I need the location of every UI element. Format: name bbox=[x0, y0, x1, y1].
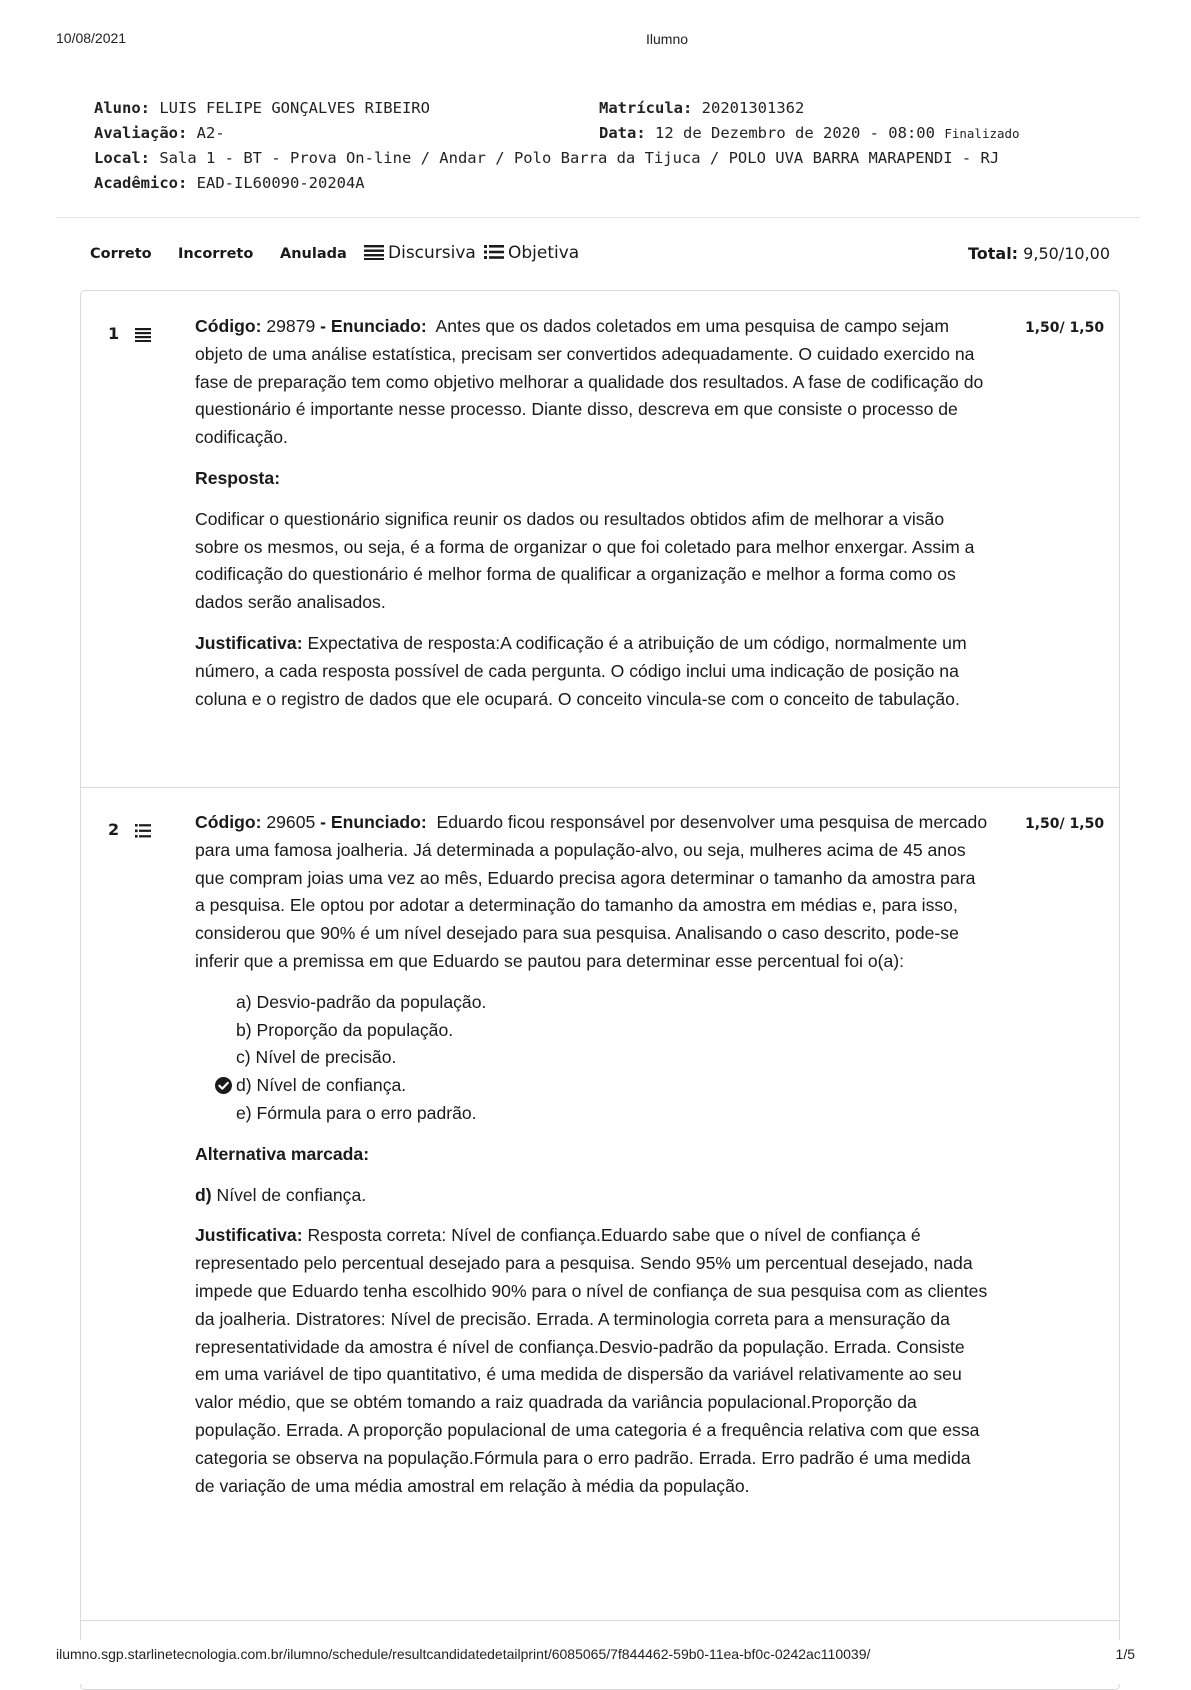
academico-value: EAD-IL60090-20204A bbox=[196, 174, 365, 192]
question-score: 1,50/ 1,50 bbox=[1025, 320, 1105, 336]
discursiva-icon bbox=[364, 244, 384, 264]
question-number: 2 bbox=[108, 820, 120, 839]
codigo-value: 29605 bbox=[266, 812, 316, 832]
aluno-value: LUIS FELIPE GONÇALVES RIBEIRO bbox=[159, 99, 430, 117]
option-d-text: d) Nível de confiança. bbox=[236, 1075, 407, 1096]
total-score bbox=[968, 244, 1110, 263]
justificativa-label: Justificativa: bbox=[195, 632, 303, 653]
resposta-label: Resposta: bbox=[195, 467, 281, 488]
total-label: Total: bbox=[967, 244, 1019, 263]
marcada-text: Nível de confiança. bbox=[211, 1184, 367, 1205]
enunciado bbox=[195, 809, 990, 976]
enunciado-text: Antes que os dados coletados em uma pesquisa de campo sejam objeto de uma análise estatística, precisam ser convertidos adequadamente. O cuidado exercido na fase de preparação tem como objetivo melhorar a qualidade dos resultados. A fase de codificação do questionário é importante nesse processo. Diante disso, descreva em que consiste o processo de codificação. bbox=[195, 316, 984, 448]
legend-anulada: Anulada bbox=[280, 246, 347, 262]
codigo-label: Código: bbox=[195, 316, 262, 336]
data-value: 12 de Dezembro de 2020 - 08:00 bbox=[655, 124, 935, 142]
option-e: e) Fórmula para o erro padrão. bbox=[236, 1102, 477, 1123]
status-badge: Finalizado bbox=[944, 126, 1020, 141]
local-label: Local: bbox=[94, 149, 150, 167]
academico-label: Acadêmico: bbox=[94, 174, 188, 192]
print-date: 10/08/2021 bbox=[56, 30, 127, 46]
footer-url: ilumno.sgp.starlinetecnologia.com.br/ilumno/schedule/resultcandidatedetailprint/6085065/7f844462-59b0-11ea-bf0c-0242ac110039/ bbox=[56, 1646, 871, 1662]
question-divider bbox=[81, 787, 1119, 788]
enunciado-text: Eduardo ficou responsável por desenvolver uma pesquisa de mercado para uma famosa joalheria. Já determinada a população-alvo, ou seja, mulheres acima de 45 anos que compram joias uma vez ao mês, Eduardo precisa agora determinar o tamanho da amostra para a pesquisa. Ele optou por adotar a determinação do tamanho da amostra em médias e, para isso, considerou que 90% é um nível desejado para sua pesquisa. Analisando o caso descrito, pode-se inferir que a premissa em que Eduardo se pautou para determinar esse percentual foi o(a): bbox=[195, 812, 988, 971]
option-d bbox=[195, 1072, 990, 1100]
codigo-label: Código: bbox=[195, 812, 262, 832]
data-label: Data: bbox=[599, 124, 646, 142]
justificativa-text: Resposta correta: Nível de confiança.Eduardo sabe que o nível de confiança é representado pelo percentual desejado para a pesquisa. Sendo 95% um percentual desejado, nada impede que Eduardo tenha escolhido 90% para o nível de confiança de sua pesquisa com as clientes da joalheria. Distratores: Nível de precisão. Errada. A terminologia correta para a mensuração da representatividade da amostra é nível de confiança.Desvio-padrão da população. Errada. Consiste em uma variável de tipo quantitativo, é uma medida de dispersão da variável relativamente ao seu valor médio, que se obtém tomando a raiz quadrada da variância populacional.Proporção da população. Errada. A proporção populacional de uma categoria é a frequência relativa com que essa categoria se observa na população.Fórmula para o erro padrão. Errada. Erro padrão é uma medida de variação de uma média amostral em relação à média da população. bbox=[195, 1225, 988, 1496]
print-title: Ilumno bbox=[646, 31, 689, 47]
justificativa bbox=[195, 1222, 990, 1500]
question-body bbox=[195, 809, 990, 1500]
legend-objetiva: Objetiva bbox=[508, 243, 580, 263]
objetiva-icon bbox=[135, 823, 151, 842]
check-circle-icon bbox=[215, 1077, 232, 1094]
codigo-value: 29879 bbox=[266, 316, 316, 336]
legend-discursiva: Discursiva bbox=[388, 243, 476, 263]
justificativa bbox=[195, 630, 990, 713]
marcada-letter: d) bbox=[195, 1184, 212, 1205]
total-value: 9,50/10,00 bbox=[1023, 244, 1110, 263]
avaliacao-value: A2- bbox=[196, 124, 225, 142]
resposta-text: Codificar o questionário significa reunir os dados ou resultados obtidos afim de melhorar a visão sobre os mesmos, ou seja, é a forma de organizar o que foi coletado para melhor enxergar. Assim a codificação do questionário é melhor forma de qualificar a organização e melhor a forma como os dados serão analisados. bbox=[195, 508, 975, 613]
question-body bbox=[195, 313, 990, 713]
legend-incorreto: Incorreto bbox=[178, 246, 254, 262]
enunciado bbox=[195, 313, 990, 452]
option-a: a) Desvio-padrão da população. bbox=[236, 991, 487, 1012]
question-number: 1 bbox=[108, 324, 120, 343]
discursiva-icon bbox=[135, 327, 151, 346]
student-info bbox=[94, 96, 1094, 196]
option-c: c) Nível de precisão. bbox=[236, 1047, 397, 1068]
option-b: b) Proporção da população. bbox=[236, 1019, 454, 1040]
matricula-value: 20201301362 bbox=[701, 99, 805, 117]
enunciado-label: - Enunciado: bbox=[320, 316, 427, 336]
question-score: 1,50/ 1,50 bbox=[1025, 816, 1105, 832]
page-number: 1/5 bbox=[1115, 1646, 1135, 1662]
alternativa-marcada bbox=[195, 1182, 990, 1210]
legend-bar bbox=[90, 243, 1116, 269]
header-divider bbox=[56, 217, 1140, 218]
local-value: Sala 1 - BT - Prova On-line / Andar / Polo Barra da Tijuca / POLO UVA BARRA MARAPENDI - RJ bbox=[159, 149, 1000, 167]
options-list bbox=[195, 989, 990, 1128]
question-divider bbox=[81, 1620, 1119, 1621]
avaliacao-label: Avaliação: bbox=[94, 124, 188, 142]
matricula-label: Matrícula: bbox=[599, 99, 693, 117]
alternativa-label: Alternativa marcada: bbox=[195, 1143, 370, 1164]
justificativa-text: Expectativa de resposta:A codificação é a atribuição de um código, normalmente um número, a cada resposta possível de cada pergunta. O código inclui uma indicação de posição na coluna e o registro de dados que ele ocupará. O conceito vincula-se com o conceito de tabulação. bbox=[195, 632, 967, 709]
justificativa-label: Justificativa: bbox=[195, 1225, 303, 1246]
enunciado-label: - Enunciado: bbox=[320, 812, 427, 832]
aluno-label: Aluno: bbox=[94, 99, 150, 117]
objetiva-icon bbox=[484, 244, 504, 264]
legend-correto: Correto bbox=[90, 246, 152, 262]
